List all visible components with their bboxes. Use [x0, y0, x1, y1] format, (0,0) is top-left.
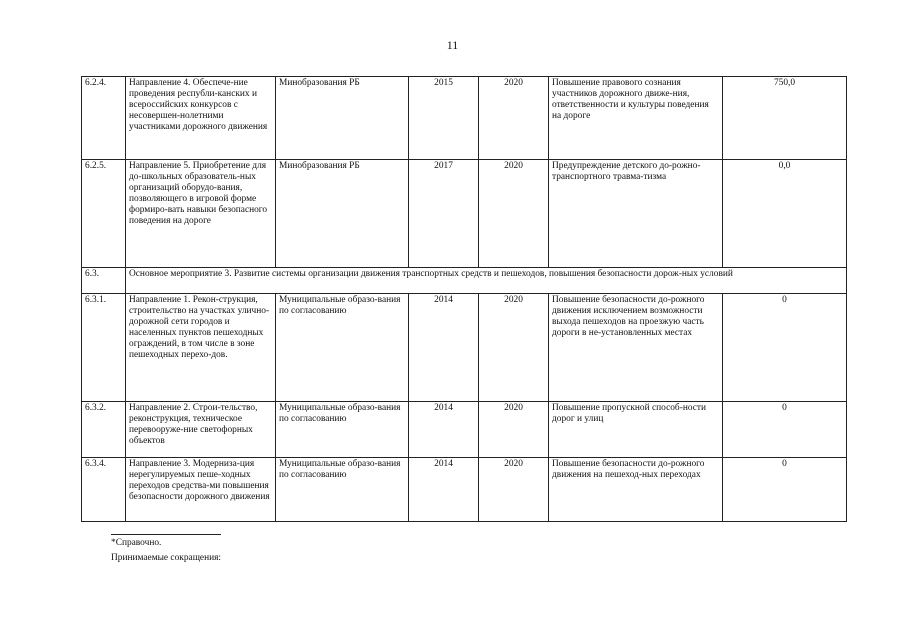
footnote-abbreviations: Принимаемые сокращения: — [111, 553, 222, 563]
executor: Муниципальные образо-вания по согласованию — [276, 458, 409, 522]
row-number: 6.3.4. — [82, 458, 126, 522]
measure-name: Направление 5. Приобретение для до-школьных образователь-ных организаций оборудо-вания, позволяющего в игровой форме формиро-вать навыки безопасного поведения на дороге — [126, 160, 276, 268]
table-row — [82, 160, 847, 268]
measure-name: Направление 3. Модерниза-ция нерегулируемых пеше-ходных переходов средства-ми повышения безопасности дорожного движения — [126, 458, 276, 522]
table-row — [82, 458, 847, 522]
row-number: 6.2.5. — [82, 160, 126, 268]
start-year: 2015 — [409, 77, 479, 160]
row-number: 6.2.4. — [82, 77, 126, 160]
funding-amount: 0 — [723, 402, 847, 458]
table-row — [82, 294, 847, 402]
end-year: 2020 — [479, 458, 549, 522]
row-number: 6.3.1. — [82, 294, 126, 402]
executor: Муниципальные образо-вания по согласованию — [276, 294, 409, 402]
start-year: 2014 — [409, 294, 479, 402]
table-row — [82, 77, 847, 160]
expected-result: Предупреждение детского до-рожно-транспортного травма-тизма — [549, 160, 723, 268]
end-year: 2020 — [479, 77, 549, 160]
table-row — [82, 402, 847, 458]
row-number: 6.3.2. — [82, 402, 126, 458]
end-year: 2020 — [479, 294, 549, 402]
page-number: 11 — [446, 38, 459, 52]
end-year: 2020 — [479, 402, 549, 458]
section-title: Основное мероприятие 3. Развитие системы организации движения транспортных средств и пешеходов, повышения безопасности дорож-ных условий — [126, 268, 847, 294]
expected-result: Повышение пропускной способ-ности дорог и улиц — [549, 402, 723, 458]
measure-name: Направление 1. Рекон-струкция, строительство на участках улично-дорожной сети городов и населенных пунктов пешеходных ограждений, в том числе в зоне пешеходных перехо-дов. — [126, 294, 276, 402]
funding-amount: 0 — [723, 294, 847, 402]
end-year: 2020 — [479, 160, 549, 268]
executor: Минобразования РБ — [276, 77, 409, 160]
section-row — [82, 268, 847, 294]
footnote-reference: *Справочно. — [111, 538, 162, 548]
start-year: 2014 — [409, 402, 479, 458]
start-year: 2017 — [409, 160, 479, 268]
executor: Муниципальные образо-вания по согласованию — [276, 402, 409, 458]
expected-result: Повышение правового сознания участников дорожного движе-ния, ответственности и культуры поведения на дороге — [549, 77, 723, 160]
start-year: 2014 — [409, 458, 479, 522]
measures-table — [81, 76, 847, 522]
executor: Минобразования РБ — [276, 160, 409, 268]
expected-result: Повышение безопасности до-рожного движения исключением возможности выхода пешеходов на проезжую часть дороги в не-установленных местах — [549, 294, 723, 402]
expected-result: Повышение безопасности до-рожного движения на пешеход-ных переходах — [549, 458, 723, 522]
measure-name: Направление 4. Обеспече-ние проведения республи-канских и всероссийских конкурсов с несовершен-нолетними участниками дорожного движения — [126, 77, 276, 160]
funding-amount: 0 — [723, 458, 847, 522]
measure-name: Направление 2. Строи-тельство, реконструкция, техническое перевооруже-ние светофорных объектов — [126, 402, 276, 458]
funding-amount: 750,0 — [723, 77, 847, 160]
funding-amount: 0,0 — [723, 160, 847, 268]
footnote-divider — [111, 534, 221, 535]
row-number: 6.3. — [82, 268, 126, 294]
